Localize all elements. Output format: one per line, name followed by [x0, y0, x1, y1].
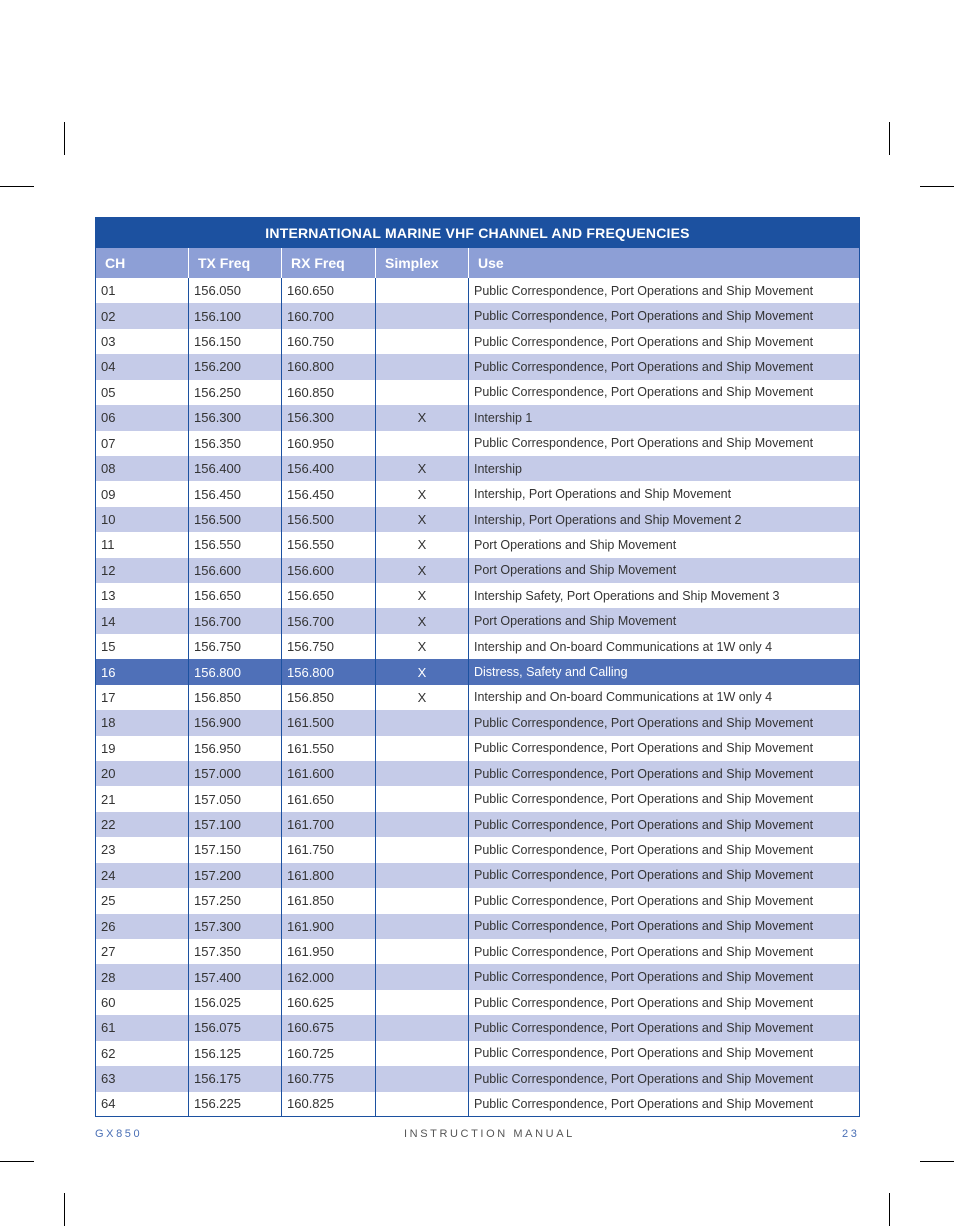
cell-rx-freq: 160.825 — [282, 1092, 376, 1117]
cell-rx-freq: 156.850 — [282, 685, 376, 710]
crop-mark — [64, 1193, 65, 1226]
cell-rx-freq: 156.400 — [282, 456, 376, 481]
cell-rx-freq: 156.550 — [282, 532, 376, 557]
table-row — [96, 1066, 860, 1091]
cell-use: Intership and On-board Communications at 1W only 4 — [474, 690, 773, 705]
crop-mark — [889, 122, 890, 155]
cell-channel: 13 — [96, 583, 189, 608]
cell-use: Public Correspondence, Port Operations and Ship Movement — [469, 914, 860, 939]
cell-use: Public Correspondence, Port Operations and Ship Movement — [474, 334, 814, 349]
cell-simplex: X — [376, 558, 469, 583]
cell-rx-freq: 162.000 — [282, 964, 376, 989]
cell-tx-freq: 156.225 — [189, 1092, 282, 1117]
cell-tx-freq: 156.200 — [189, 354, 282, 379]
cell-rx-freq: 161.750 — [282, 837, 376, 862]
cell-rx-freq: 160.850 — [282, 380, 376, 405]
table-row — [96, 863, 860, 888]
cell-rx-freq: 160.775 — [282, 1066, 376, 1091]
cell-tx-freq: 156.850 — [189, 685, 282, 710]
crop-mark — [64, 122, 65, 155]
cell-simplex — [376, 736, 469, 761]
table-row — [96, 964, 860, 989]
cell-channel: 18 — [96, 710, 189, 735]
cell-use: Public Correspondence, Port Operations and Ship Movement — [469, 761, 860, 786]
cell-use: Public Correspondence, Port Operations and Ship Movement — [474, 792, 814, 807]
cell-use: Intership 1 — [469, 405, 860, 430]
cell-channel: 07 — [96, 431, 189, 456]
table-row — [96, 659, 860, 684]
cell-simplex: X — [376, 405, 469, 430]
table-row — [96, 1041, 860, 1066]
cell-simplex: X — [376, 481, 469, 506]
cell-channel: 23 — [96, 837, 189, 862]
table-row — [96, 914, 860, 939]
cell-simplex — [376, 914, 469, 939]
cell-simplex — [376, 863, 469, 888]
cell-rx-freq: 160.675 — [282, 1015, 376, 1040]
cell-channel: 05 — [96, 380, 189, 405]
cell-simplex — [376, 964, 469, 989]
cell-use: Public Correspondence, Port Operations and Ship Movement — [469, 354, 860, 379]
table-body — [96, 278, 860, 1117]
cell-use: Public Correspondence, Port Operations and Ship Movement — [474, 944, 814, 959]
cell-simplex — [376, 888, 469, 913]
cell-tx-freq: 157.300 — [189, 914, 282, 939]
cell-simplex: X — [376, 659, 469, 684]
cell-channel: 08 — [96, 456, 189, 481]
crop-mark — [0, 1161, 34, 1162]
cell-use: Port Operations and Ship Movement — [469, 558, 860, 583]
cell-rx-freq: 156.600 — [282, 558, 376, 583]
table-row — [96, 761, 860, 786]
cell-simplex — [376, 990, 469, 1015]
cell-rx-freq: 161.700 — [282, 812, 376, 837]
cell-channel: 64 — [96, 1092, 189, 1117]
cell-channel: 16 — [96, 659, 189, 684]
cell-simplex — [376, 812, 469, 837]
table-row — [96, 583, 860, 608]
cell-tx-freq: 156.550 — [189, 532, 282, 557]
cell-simplex — [376, 354, 469, 379]
cell-use: Intership Safety, Port Operations and Ship Movement 3 — [474, 588, 780, 603]
cell-use: Public Correspondence, Port Operations and Ship Movement — [474, 893, 814, 908]
cell-simplex: X — [376, 685, 469, 710]
table-row — [96, 812, 860, 837]
table-row — [96, 786, 860, 811]
cell-channel: 60 — [96, 990, 189, 1015]
cell-simplex: X — [376, 456, 469, 481]
table-row — [96, 303, 860, 328]
table-row — [96, 380, 860, 405]
cell-tx-freq: 156.100 — [189, 303, 282, 328]
cell-channel: 63 — [96, 1066, 189, 1091]
cell-channel: 28 — [96, 964, 189, 989]
cell-simplex: X — [376, 608, 469, 633]
cell-channel: 19 — [96, 736, 189, 761]
cell-simplex — [376, 431, 469, 456]
table-row — [96, 329, 860, 354]
cell-channel: 02 — [96, 303, 189, 328]
cell-rx-freq: 161.550 — [282, 736, 376, 761]
cell-simplex — [376, 1066, 469, 1091]
cell-use: Intership, Port Operations and Ship Movement 2 — [469, 507, 860, 532]
cell-tx-freq: 156.600 — [189, 558, 282, 583]
cell-tx-freq: 157.150 — [189, 837, 282, 862]
cell-use: Public Correspondence, Port Operations and Ship Movement — [469, 303, 860, 328]
cell-rx-freq: 161.950 — [282, 939, 376, 964]
table-row — [96, 608, 860, 633]
channel-frequency-table — [95, 217, 860, 1117]
cell-tx-freq: 156.175 — [189, 1066, 282, 1091]
cell-tx-freq: 156.450 — [189, 481, 282, 506]
cell-tx-freq: 156.250 — [189, 380, 282, 405]
table-row — [96, 939, 860, 964]
cell-channel: 12 — [96, 558, 189, 583]
cell-tx-freq: 157.100 — [189, 812, 282, 837]
table-row — [96, 710, 860, 735]
table-row — [96, 888, 860, 913]
cell-tx-freq: 156.750 — [189, 634, 282, 659]
cell-tx-freq: 157.250 — [189, 888, 282, 913]
cell-channel: 09 — [96, 481, 189, 506]
cell-tx-freq: 157.400 — [189, 964, 282, 989]
table-row — [96, 634, 860, 659]
cell-rx-freq: 156.800 — [282, 659, 376, 684]
cell-channel: 04 — [96, 354, 189, 379]
crop-mark — [920, 186, 954, 187]
cell-channel: 01 — [96, 278, 189, 303]
cell-simplex: X — [376, 532, 469, 557]
cell-use: Port Operations and Ship Movement — [474, 537, 677, 552]
cell-channel: 22 — [96, 812, 189, 837]
cell-simplex: X — [376, 634, 469, 659]
cell-channel: 21 — [96, 786, 189, 811]
cell-use: Public Correspondence, Port Operations and Ship Movement — [469, 710, 860, 735]
cell-rx-freq: 160.750 — [282, 329, 376, 354]
cell-simplex: X — [376, 583, 469, 608]
cell-use: Public Correspondence, Port Operations and Ship Movement — [474, 842, 814, 857]
cell-simplex — [376, 329, 469, 354]
cell-use: Public Correspondence, Port Operations and Ship Movement — [469, 1015, 860, 1040]
cell-tx-freq: 157.200 — [189, 863, 282, 888]
cell-channel: 17 — [96, 685, 189, 710]
cell-use: Public Correspondence, Port Operations and Ship Movement — [469, 1066, 860, 1091]
cell-use: Public Correspondence, Port Operations and Ship Movement — [469, 812, 860, 837]
cell-tx-freq: 156.900 — [189, 710, 282, 735]
cell-channel: 62 — [96, 1041, 189, 1066]
footer-manual-title: INSTRUCTION MANUAL — [404, 1128, 575, 1140]
table-row — [96, 405, 860, 430]
table-title: INTERNATIONAL MARINE VHF CHANNEL AND FREQUENCIES — [96, 218, 860, 249]
cell-rx-freq: 160.650 — [282, 278, 376, 303]
cell-simplex — [376, 1015, 469, 1040]
cell-rx-freq: 160.700 — [282, 303, 376, 328]
cell-rx-freq: 156.450 — [282, 481, 376, 506]
cell-use: Intership, Port Operations and Ship Movement — [474, 487, 732, 502]
cell-tx-freq: 156.400 — [189, 456, 282, 481]
footer-model: GX850 — [95, 1128, 143, 1140]
cell-use: Intership and On-board Communications at 1W only 4 — [474, 639, 773, 654]
cell-rx-freq: 156.750 — [282, 634, 376, 659]
table-row — [96, 507, 860, 532]
cell-simplex — [376, 380, 469, 405]
table-row — [96, 1092, 860, 1117]
cell-tx-freq: 156.125 — [189, 1041, 282, 1066]
cell-tx-freq: 156.500 — [189, 507, 282, 532]
cell-use: Public Correspondence, Port Operations and Ship Movement — [474, 1046, 814, 1061]
cell-use: Public Correspondence, Port Operations and Ship Movement — [469, 863, 860, 888]
cell-rx-freq: 156.300 — [282, 405, 376, 430]
cell-use: Distress, Safety and Calling — [469, 659, 860, 684]
table-row — [96, 837, 860, 862]
table-row — [96, 431, 860, 456]
crop-mark — [889, 1193, 890, 1226]
table-row — [96, 685, 860, 710]
cell-use: Public Correspondence, Port Operations and Ship Movement — [474, 385, 814, 400]
table-row — [96, 354, 860, 379]
cell-channel: 26 — [96, 914, 189, 939]
cell-simplex — [376, 303, 469, 328]
table-row — [96, 990, 860, 1015]
cell-tx-freq: 157.050 — [189, 786, 282, 811]
cell-simplex — [376, 278, 469, 303]
cell-use: Port Operations and Ship Movement — [469, 608, 860, 633]
cell-use: Public Correspondence, Port Operations and Ship Movement — [474, 741, 814, 756]
cell-simplex — [376, 761, 469, 786]
cell-use: Public Correspondence, Port Operations and Ship Movement — [474, 436, 814, 451]
cell-simplex — [376, 710, 469, 735]
cell-tx-freq: 156.300 — [189, 405, 282, 430]
cell-channel: 25 — [96, 888, 189, 913]
cell-channel: 06 — [96, 405, 189, 430]
cell-use: Public Correspondence, Port Operations and Ship Movement — [474, 1096, 814, 1111]
cell-use: Public Correspondence, Port Operations and Ship Movement — [474, 283, 814, 298]
table-row — [96, 1015, 860, 1040]
table-row — [96, 278, 860, 303]
cell-use: Public Correspondence, Port Operations and Ship Movement — [469, 964, 860, 989]
cell-tx-freq: 156.025 — [189, 990, 282, 1015]
cell-tx-freq: 156.075 — [189, 1015, 282, 1040]
cell-rx-freq: 160.625 — [282, 990, 376, 1015]
cell-use: Public Correspondence, Port Operations and Ship Movement — [474, 995, 814, 1010]
table-row — [96, 558, 860, 583]
column-header-simplex: Simplex — [376, 248, 469, 278]
cell-tx-freq: 156.050 — [189, 278, 282, 303]
cell-rx-freq: 156.700 — [282, 608, 376, 633]
cell-rx-freq: 161.600 — [282, 761, 376, 786]
cell-rx-freq: 160.725 — [282, 1041, 376, 1066]
cell-tx-freq: 157.000 — [189, 761, 282, 786]
cell-rx-freq: 161.800 — [282, 863, 376, 888]
cell-tx-freq: 156.150 — [189, 329, 282, 354]
cell-channel: 24 — [96, 863, 189, 888]
cell-rx-freq: 156.500 — [282, 507, 376, 532]
cell-rx-freq: 161.500 — [282, 710, 376, 735]
cell-channel: 15 — [96, 634, 189, 659]
table-row — [96, 456, 860, 481]
cell-rx-freq: 156.650 — [282, 583, 376, 608]
cell-simplex — [376, 786, 469, 811]
footer-page-number: 23 — [842, 1128, 860, 1140]
cell-simplex — [376, 1041, 469, 1066]
column-header-use: Use — [469, 248, 860, 278]
cell-rx-freq: 161.850 — [282, 888, 376, 913]
column-header-tx-freq: TX Freq — [189, 248, 282, 278]
cell-simplex — [376, 1092, 469, 1117]
cell-rx-freq: 161.650 — [282, 786, 376, 811]
table-row — [96, 532, 860, 557]
cell-channel: 14 — [96, 608, 189, 633]
cell-simplex: X — [376, 507, 469, 532]
table-row — [96, 481, 860, 506]
cell-channel: 61 — [96, 1015, 189, 1040]
cell-rx-freq: 160.800 — [282, 354, 376, 379]
cell-tx-freq: 156.700 — [189, 608, 282, 633]
cell-tx-freq: 156.800 — [189, 659, 282, 684]
cell-channel: 10 — [96, 507, 189, 532]
cell-rx-freq: 161.900 — [282, 914, 376, 939]
column-header-ch: CH — [96, 248, 189, 278]
cell-tx-freq: 156.950 — [189, 736, 282, 761]
cell-simplex — [376, 939, 469, 964]
cell-tx-freq: 156.350 — [189, 431, 282, 456]
cell-tx-freq: 156.650 — [189, 583, 282, 608]
cell-rx-freq: 160.950 — [282, 431, 376, 456]
cell-tx-freq: 157.350 — [189, 939, 282, 964]
column-header-rx-freq: RX Freq — [282, 248, 376, 278]
cell-channel: 11 — [96, 532, 189, 557]
cell-channel: 27 — [96, 939, 189, 964]
crop-mark — [920, 1161, 954, 1162]
cell-use: Intership — [469, 456, 860, 481]
cell-channel: 03 — [96, 329, 189, 354]
table-row — [96, 736, 860, 761]
cell-simplex — [376, 837, 469, 862]
crop-mark — [0, 186, 34, 187]
cell-channel: 20 — [96, 761, 189, 786]
